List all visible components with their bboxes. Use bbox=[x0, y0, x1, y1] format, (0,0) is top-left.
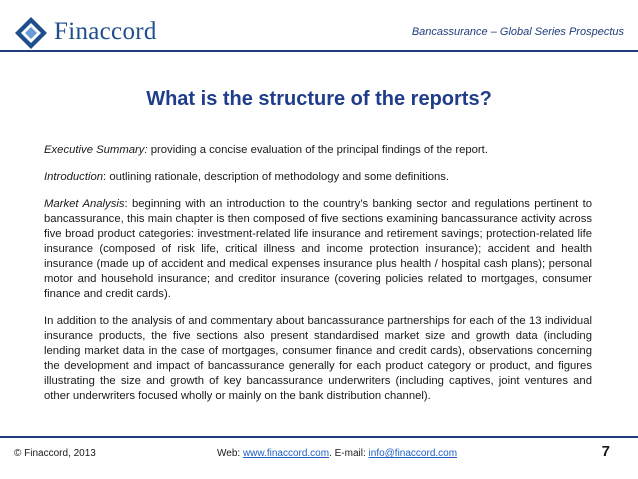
addition-paragraph: In addition to the analysis of and commentary about bancassurance partnerships for each of the 13 individual insurance products, the five sections also present standardised market size and growth data (including lending market data in the case of mortgages, consumer finance and credit cards), observations concerning the development and impact of bancassurance generally for each product category or product, and figures illustrating the size and growth of key bancassurance underwriters (including captives, joint ventures and other underwriters focused wholly or mainly on the bank distribution channel). bbox=[44, 315, 592, 402]
market-analysis-text: : beginning with an introduction to the country’s banking sector and regulations pertinent to bancassurance, this main chapter is then composed of five sections examining bancassurance activity across five broad product categories: investment-related life insurance and retirement savings; protection-related life insurance (composed of risk life, critical illness and income protection insurance); accident and health insurance (made up of accident and medical expenses insurance plus health / hospital cash plans); personal motor and household insurance; and creditor insurance (covering policies related to mortgages, consumer finance and credit cards). bbox=[44, 198, 592, 300]
finaccord-diamond-icon bbox=[14, 16, 48, 50]
executive-summary-paragraph bbox=[44, 143, 592, 158]
introduction-label: Introduction bbox=[44, 171, 104, 183]
introduction-paragraph bbox=[44, 170, 592, 185]
website-link[interactable]: www.finaccord.com bbox=[242, 448, 330, 459]
page-title: What is the structure of the reports? bbox=[146, 88, 492, 110]
page-number: 7 bbox=[601, 443, 610, 460]
footer-contact bbox=[217, 448, 457, 459]
footer-copyright: © Finaccord, 2013 bbox=[14, 448, 96, 459]
finaccord-logo bbox=[14, 14, 194, 54]
web-label: Web: bbox=[217, 448, 243, 459]
footer-divider bbox=[0, 436, 638, 438]
email-label: . E-mail: bbox=[329, 448, 369, 459]
market-analysis-label: Market Analysis bbox=[44, 198, 125, 210]
introduction-text: : outlining rationale, description of methodology and some definitions. bbox=[103, 171, 450, 183]
header-subtitle: Bancassurance – Global Series Prospectus bbox=[411, 26, 624, 38]
market-analysis-paragraph bbox=[44, 197, 592, 302]
content-body bbox=[44, 143, 592, 404]
executive-summary-label: Executive Summary: bbox=[44, 144, 148, 156]
logo-text: Finaccord bbox=[54, 18, 157, 45]
executive-summary-text: providing a concise evaluation of the principal findings of the report. bbox=[147, 144, 488, 156]
header-divider bbox=[0, 50, 638, 52]
email-link[interactable]: info@finaccord.com bbox=[368, 448, 458, 459]
